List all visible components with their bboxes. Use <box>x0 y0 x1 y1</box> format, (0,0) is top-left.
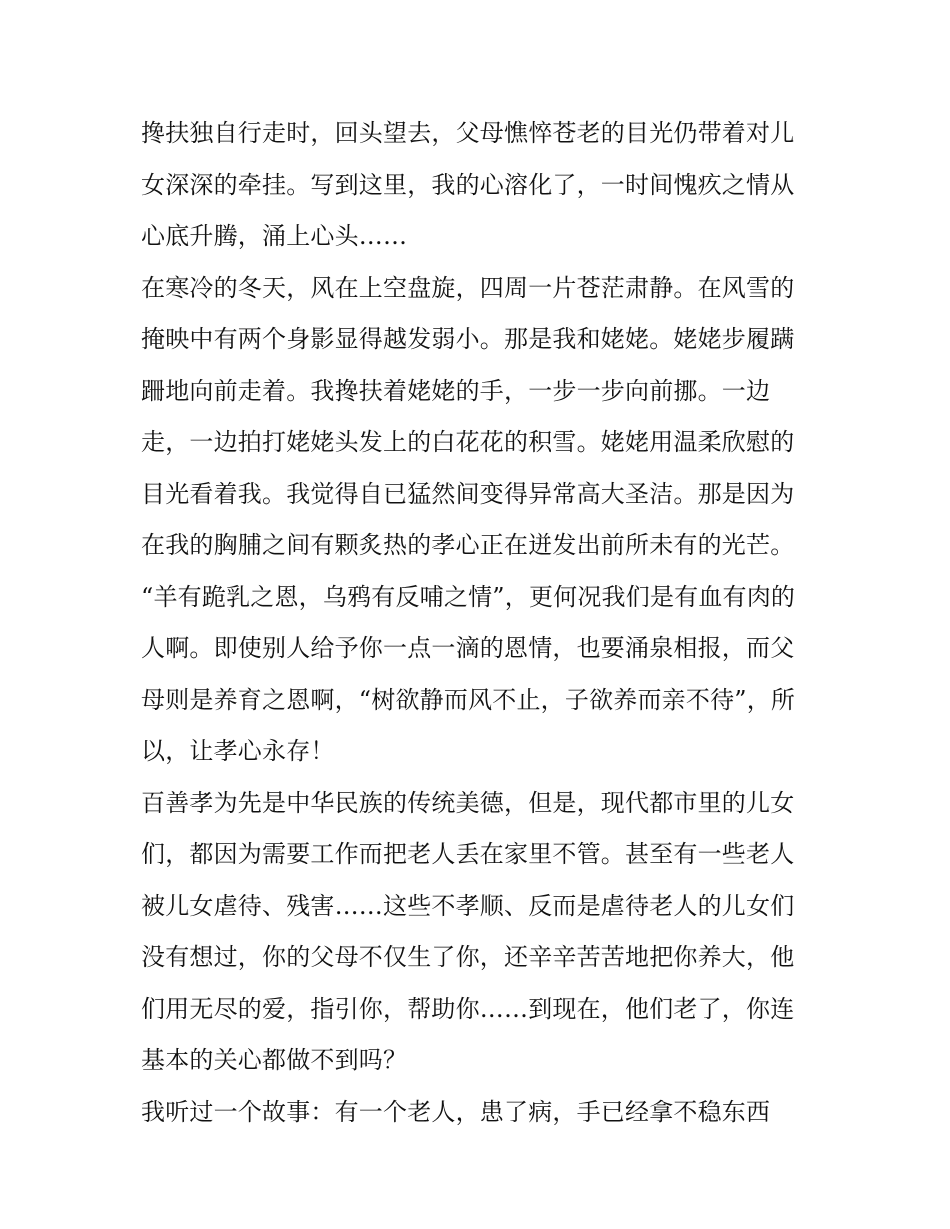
text-line: 走，一边拍打姥姥头发上的白花花的积雪。姥姥用温柔欣慰的 <box>141 428 795 456</box>
text-line: 们，都因为需要工作而把老人丢在家里不管。甚至有一些老人 <box>141 840 795 868</box>
text-line: 在我的胸脯之间有颗炙热的孝心正在迸发出前所未有的光芒。 <box>141 531 795 559</box>
text-line: 没有想过，你的父母不仅生了你，还辛辛苦苦地把你养大，他 <box>141 943 795 971</box>
text-line: 以，让孝心永存！ <box>141 737 335 765</box>
text-line: 我听过一个故事：有一个老人，患了病，手已经拿不稳东西 <box>141 1097 771 1126</box>
text-line: 百善孝为先是中华民族的传统美德，但是，现代都市里的儿女 <box>141 788 795 817</box>
text-line: 女深深的牵挂。写到这里，我的心溶化了，一时间愧疚之情从 <box>141 170 795 199</box>
text-line: 人啊。即使别人给予你一点一滴的恩情，也要涌泉相报，而父 <box>141 634 795 662</box>
text-line: 被儿女虐待、残害……这些不孝顺、反而是虐待老人的儿女们 <box>141 891 795 920</box>
text-line: 跚地向前走着。我搀扶着姥姥的手，一步一步向前挪。一边 <box>141 376 771 405</box>
text-line: 在寒冷的冬天，风在上空盘旋，四周一片苍茫肃静。在风雪的 <box>141 273 795 302</box>
text-line: 心底升腾，涌上心头…… <box>141 222 408 250</box>
text-line: “羊有跪乳之恩，乌鸦有反哺之情”，更何况我们是有血有肉的 <box>141 582 796 611</box>
text-line: 们用无尽的爱，指引你，帮助你……到现在，他们老了，你连 <box>141 994 795 1023</box>
text-line: 母则是养育之恩啊，“树欲静而风不止，子欲养而亲不待”，所 <box>141 685 796 714</box>
text-line: 基本的关心都做不到吗？ <box>141 1046 408 1074</box>
text-line: 搀扶独自行走时，回头望去，父母憔悴苍老的目光仍带着对儿 <box>141 119 795 147</box>
document-body <box>141 108 821 1138</box>
text-line: 目光看着我。我觉得自已猛然间变得异常高大圣洁。那是因为 <box>141 479 795 508</box>
text-line: 掩映中有两个身影显得越发弱小。那是我和姥姥。姥姥步履蹒 <box>141 325 795 353</box>
